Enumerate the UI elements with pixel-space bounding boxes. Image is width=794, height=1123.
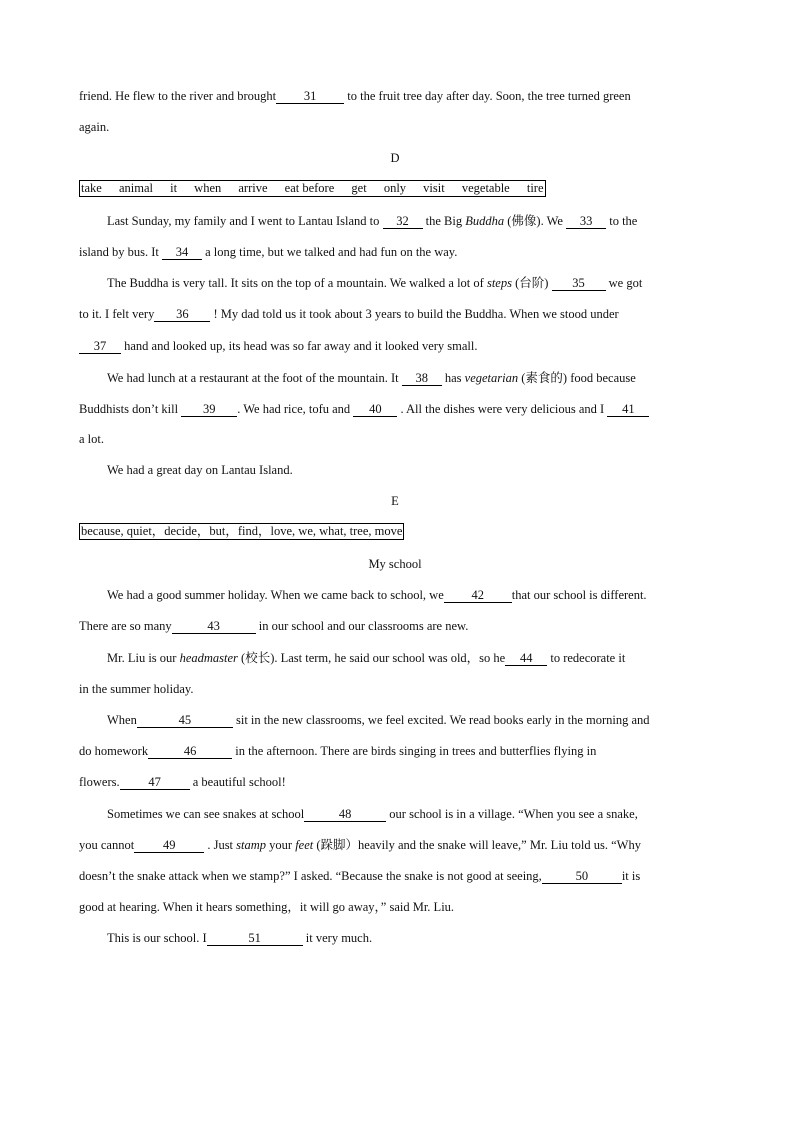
blank-48[interactable]: 48 bbox=[304, 808, 386, 822]
text: (佛像). We bbox=[504, 214, 567, 228]
paragraph-line bbox=[79, 306, 619, 322]
paragraph-line bbox=[79, 618, 468, 634]
text: ! My dad told us it took about 3 years to build the Buddha. When we stood under bbox=[210, 307, 619, 321]
paragraph-line bbox=[79, 650, 625, 666]
text: . We had rice, tofu and bbox=[237, 402, 354, 416]
text: . All the dishes were very delicious and I bbox=[397, 402, 608, 416]
text: We had a good summer holiday. When we came back to school, we bbox=[107, 588, 444, 602]
text: we got bbox=[605, 276, 643, 290]
blank-45[interactable]: 45 bbox=[137, 714, 233, 728]
paragraph-line bbox=[79, 806, 638, 822]
text: to it. I felt very bbox=[79, 307, 155, 321]
text: This is our school. I bbox=[107, 931, 207, 945]
text: When bbox=[107, 713, 137, 727]
text: Last Sunday, my family and I went to Lantau Island to bbox=[107, 214, 383, 228]
text: in the afternoon. There are birds singing in trees and butterflies flying in bbox=[232, 744, 597, 758]
italic-term: feet bbox=[295, 838, 314, 852]
text: We had lunch at a restaurant at the foot of the mountain. It bbox=[107, 371, 402, 385]
paragraph-line bbox=[79, 244, 457, 260]
paragraph-line bbox=[79, 868, 640, 884]
paragraph-line bbox=[79, 930, 372, 946]
blank-42[interactable]: 42 bbox=[444, 589, 512, 603]
word-bank-item: arrive bbox=[238, 181, 268, 195]
text: a beautiful school! bbox=[189, 775, 286, 789]
text: Sometimes we can see snakes at school bbox=[107, 807, 305, 821]
text: flowers. bbox=[79, 775, 120, 789]
text: to the bbox=[606, 214, 638, 228]
word-bank-item: get bbox=[351, 181, 367, 195]
text: Buddhists don’t kill bbox=[79, 402, 182, 416]
text: (跺脚）heavily and the snake will leave,” Mr. Liu told us. “Why bbox=[313, 838, 641, 852]
italic-term: headmaster bbox=[179, 651, 238, 665]
word-bank-text: because, quiet，decide，but，find，love, we, what, tree, move bbox=[81, 524, 403, 538]
italic-term: Buddha bbox=[465, 214, 505, 228]
blank-41[interactable]: 41 bbox=[607, 403, 649, 417]
text: friend. He flew to the river and brought bbox=[79, 89, 277, 103]
text: it is bbox=[621, 869, 641, 883]
text: doesn’t the snake attack when we stamp?” I asked. “Because the snake is not good at seeing, bbox=[79, 869, 542, 883]
text: has bbox=[441, 371, 465, 385]
text: (台阶) bbox=[511, 276, 552, 290]
word-bank-item: it bbox=[170, 181, 178, 195]
blank-49[interactable]: 49 bbox=[134, 839, 204, 853]
word-bank-item: vegetable bbox=[461, 181, 510, 195]
paragraph-line bbox=[79, 275, 642, 291]
paragraph-line bbox=[79, 899, 454, 915]
text: that our school is different. bbox=[511, 588, 647, 602]
text: to the fruit tree day after day. Soon, the tree turned green bbox=[344, 89, 631, 103]
blank-43[interactable]: 43 bbox=[172, 620, 256, 634]
text: again. bbox=[79, 120, 110, 134]
word-bank-item: eat before bbox=[284, 181, 335, 195]
word-bank-item: visit bbox=[423, 181, 445, 195]
text: good at hearing. When it hears something，it will go away，” said Mr. Liu. bbox=[79, 900, 455, 914]
blank-50[interactable]: 50 bbox=[542, 870, 622, 884]
text: the Big bbox=[422, 214, 466, 228]
text: in our school and our classrooms are new. bbox=[255, 619, 469, 633]
paragraph-line bbox=[79, 401, 649, 417]
word-bank-e bbox=[79, 523, 404, 540]
text: There are so many bbox=[79, 619, 172, 633]
blank-39[interactable]: 39 bbox=[181, 403, 237, 417]
blank-37[interactable]: 37 bbox=[79, 340, 121, 354]
blank-38[interactable]: 38 bbox=[402, 372, 442, 386]
word-bank-item: when bbox=[194, 181, 222, 195]
text: (校长). Last term, he said our school was old，so he bbox=[237, 651, 506, 665]
text: our school is in a village. “When you see a snake, bbox=[386, 807, 638, 821]
text: do homework bbox=[79, 744, 149, 758]
blank-31[interactable]: 31 bbox=[276, 90, 344, 104]
paragraph-line bbox=[79, 119, 109, 135]
paragraph-line bbox=[79, 431, 104, 447]
passage-title: My school bbox=[368, 557, 422, 571]
paragraph-line bbox=[79, 338, 478, 354]
word-bank-item: only bbox=[383, 181, 407, 195]
text: sit in the new classrooms, we feel excited. We read books early in the morning and bbox=[232, 713, 650, 727]
word-bank-item: tire bbox=[526, 181, 544, 195]
word-bank-d bbox=[79, 180, 546, 197]
text: The Buddha is very tall. It sits on the top of a mountain. We walked a lot of bbox=[107, 276, 487, 290]
blank-40[interactable]: 40 bbox=[353, 403, 397, 417]
blank-46[interactable]: 46 bbox=[148, 745, 232, 759]
word-bank-item: animal bbox=[118, 181, 153, 195]
text: (素食的) food because bbox=[518, 371, 636, 385]
paragraph-line bbox=[79, 213, 637, 229]
text: island by bus. It bbox=[79, 245, 162, 259]
text: a lot. bbox=[79, 432, 104, 446]
text: in the summer holiday. bbox=[79, 682, 194, 696]
italic-term: stamp bbox=[236, 838, 267, 852]
paragraph-line bbox=[79, 370, 636, 386]
text: hand and looked up, its head was so far away and it looked very small. bbox=[121, 339, 478, 353]
blank-36[interactable]: 36 bbox=[154, 308, 210, 322]
blank-35[interactable]: 35 bbox=[552, 277, 606, 291]
blank-47[interactable]: 47 bbox=[120, 776, 190, 790]
blank-51[interactable]: 51 bbox=[207, 932, 303, 946]
paragraph-line bbox=[79, 681, 193, 697]
word-bank-item: take bbox=[81, 181, 102, 195]
text: your bbox=[266, 838, 296, 852]
paragraph-line bbox=[79, 587, 647, 603]
blank-33[interactable]: 33 bbox=[566, 215, 606, 229]
text: Mr. Liu is our bbox=[107, 651, 180, 665]
text: to redecorate it bbox=[547, 651, 626, 665]
section-d-heading: D bbox=[390, 151, 400, 165]
text: it very much. bbox=[302, 931, 373, 945]
italic-term: steps bbox=[486, 276, 512, 290]
text: a long time, but we talked and had fun on the way. bbox=[201, 245, 458, 259]
paragraph-line bbox=[79, 712, 650, 728]
paragraph-line bbox=[79, 88, 631, 104]
blank-34[interactable]: 34 bbox=[162, 246, 202, 260]
text: you cannot bbox=[79, 838, 135, 852]
paragraph-line bbox=[79, 462, 293, 478]
paragraph-line bbox=[79, 837, 641, 853]
text: We had a great day on Lantau Island. bbox=[107, 463, 293, 477]
paragraph-line bbox=[79, 743, 596, 759]
blank-44[interactable]: 44 bbox=[505, 652, 547, 666]
blank-32[interactable]: 32 bbox=[383, 215, 423, 229]
paragraph-line bbox=[79, 774, 286, 790]
italic-term: vegetarian bbox=[464, 371, 519, 385]
text: . Just bbox=[204, 838, 237, 852]
section-e-heading: E bbox=[391, 494, 399, 508]
